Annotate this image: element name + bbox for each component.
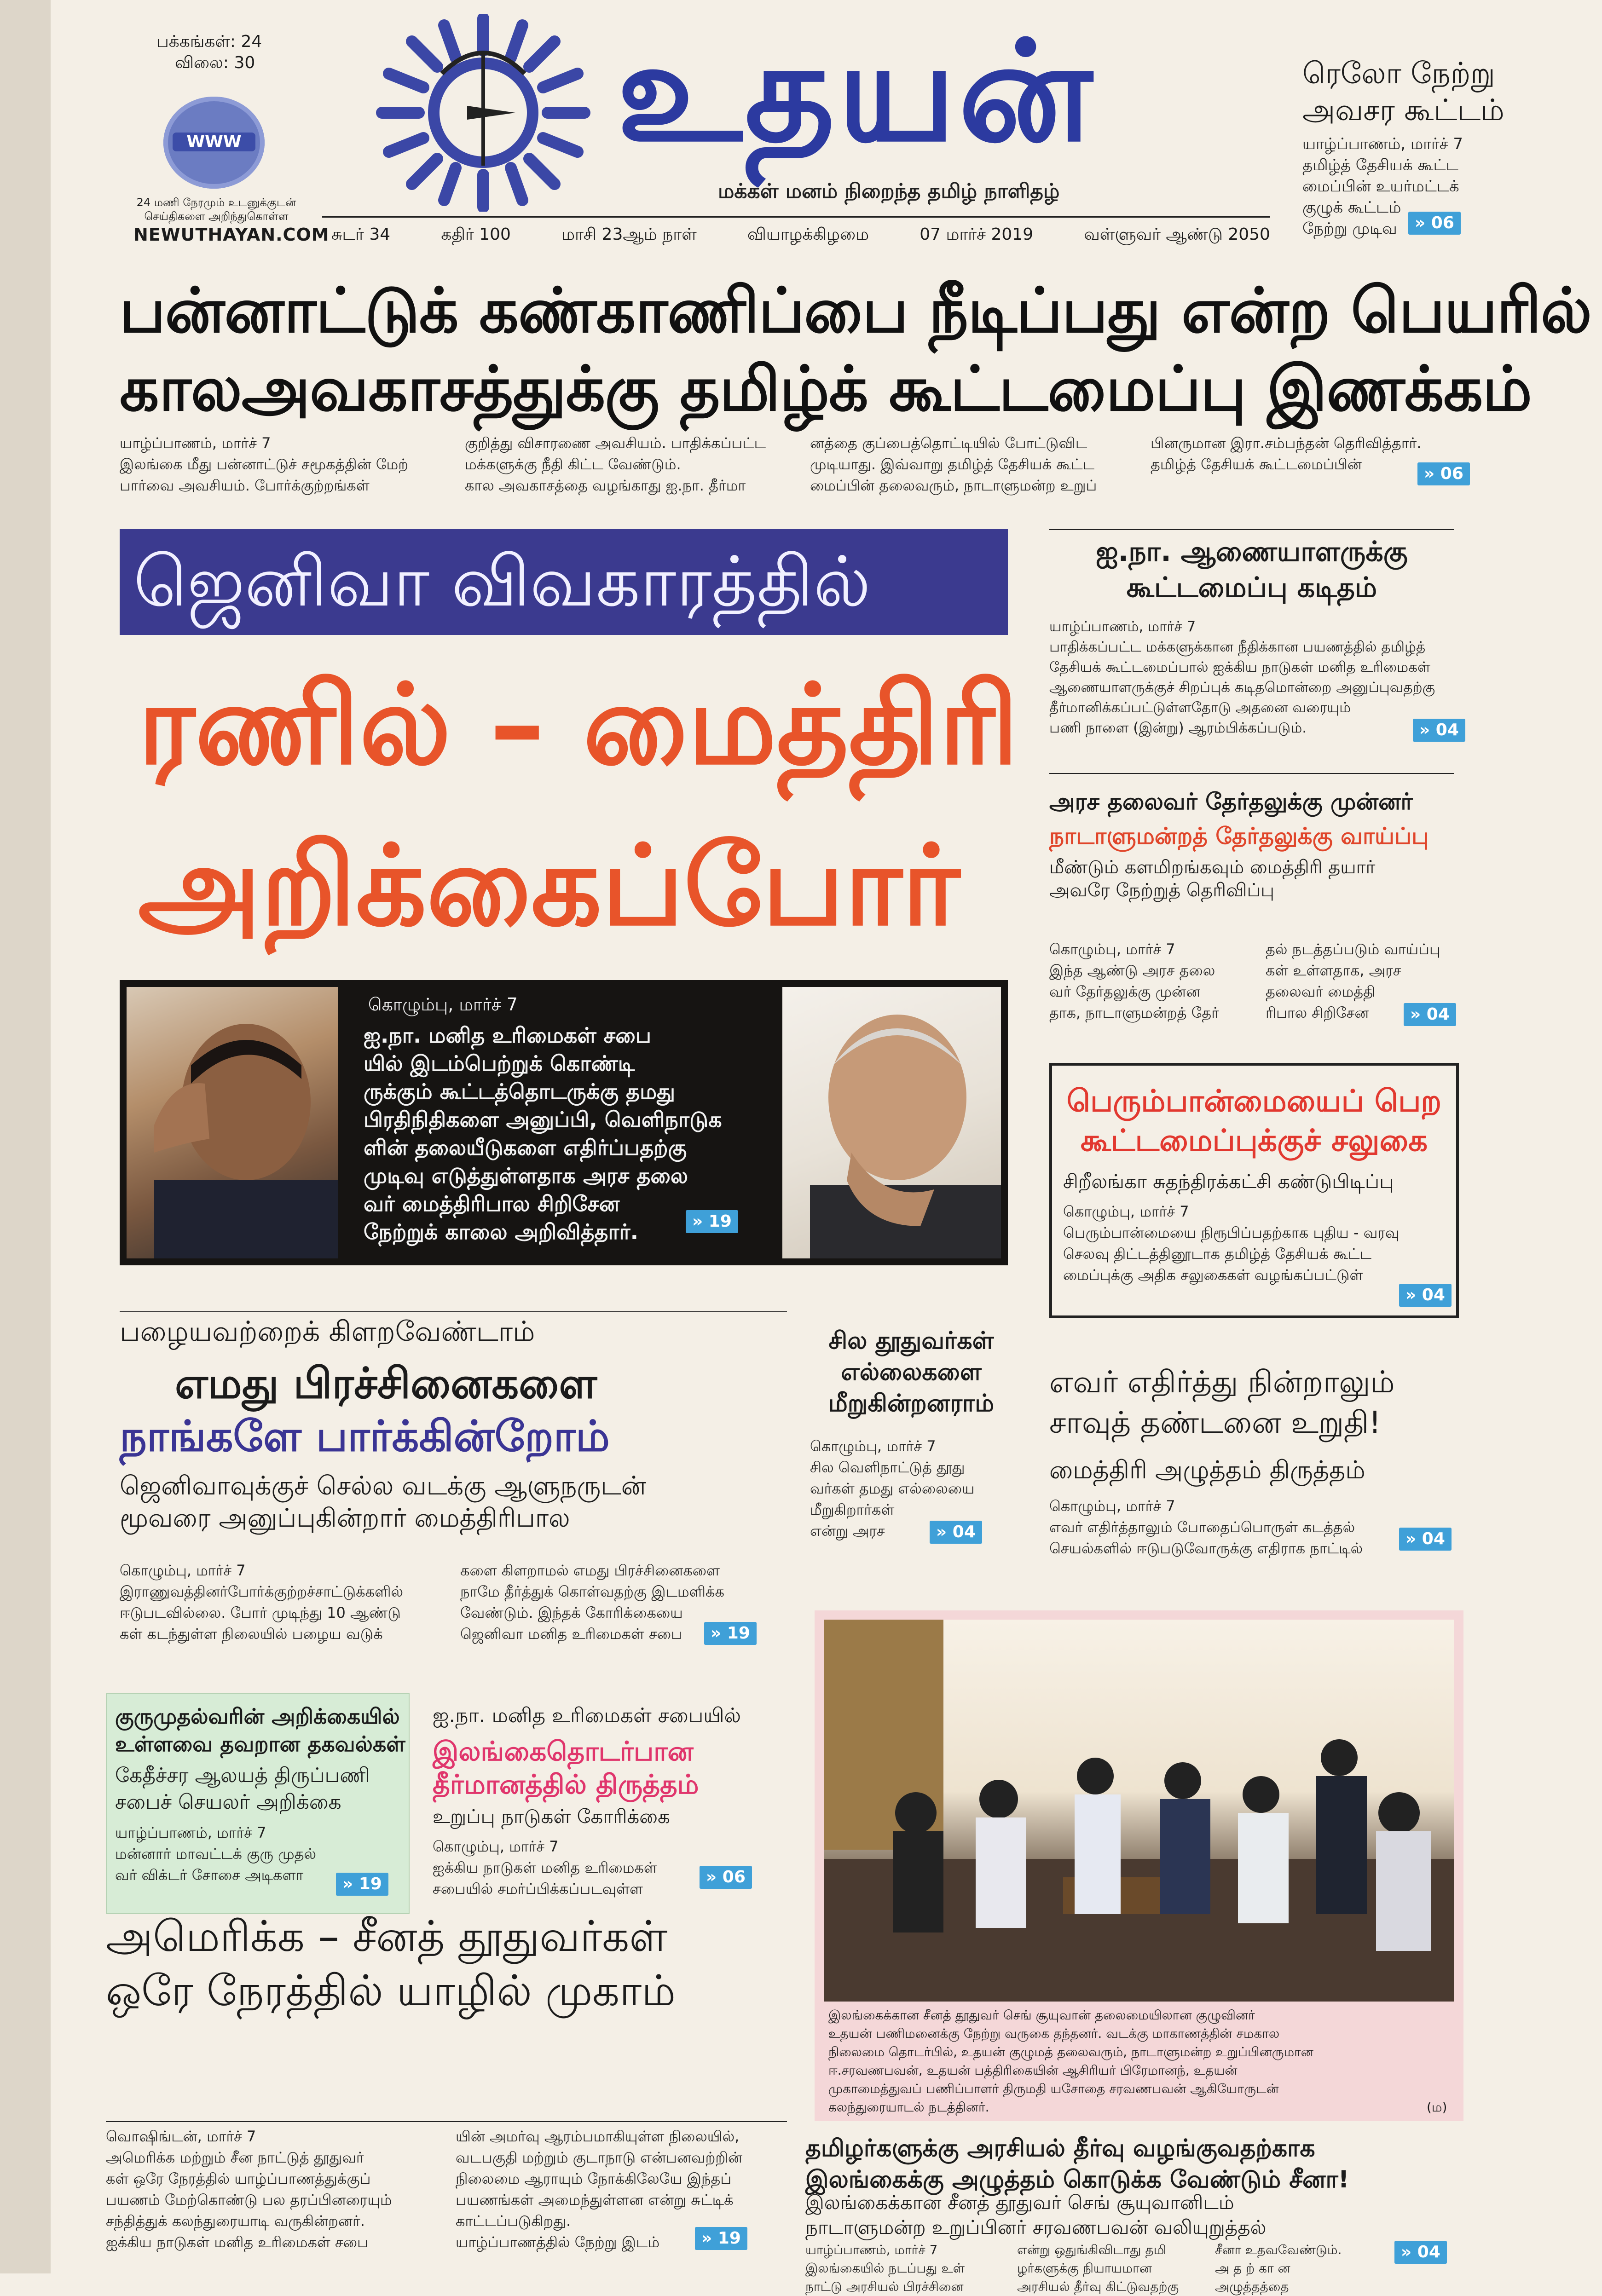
r1-page-ref[interactable]: » 04 <box>1413 719 1465 742</box>
band2-rule <box>120 1311 787 1312</box>
teaser-headline: ரெலோ நேற்று அவசர கூட்டம் <box>1302 57 1504 127</box>
www-badge: WWW <box>173 133 255 151</box>
s2-page-number: 04 <box>952 1523 976 1541</box>
main-headline-1: ரணில் – மைத்திரி <box>138 660 1019 789</box>
r1-page-number: 04 <box>1435 721 1459 739</box>
s6-col-1: வொஷிங்டன், மார்ச் 7 அமெரிக்க மற்றும் சீன நாட்டுத் தூதுவர் கள் ஒரே நேரத்தில் யாழ்ப்பாணத்துக்குப் பயணம் மேற்கொண்டு பல தரப்பினரையும் சந்தித்துக் கலந்துரையாடி வருகின்றனர். ஐக்கிய நாடுகள் மனித உரிமைகள் சபை <box>106 2128 392 2251</box>
lead-col-1: யாழ்ப்பாணம், மார்ச் 7 இலங்கை மீது பன்னாட்டுச் சமூகத்தின் மேற் பார்வை அவசியம். போர்க்குற்றங்கள் <box>120 434 409 494</box>
r3-sub: சிறீலங்கா சுதந்திரக்கட்சி கண்டுபிடிப்பு <box>1063 1170 1394 1193</box>
s5-sub: உறுப்பு நாடுகள் கோரிக்கை <box>433 1805 670 1828</box>
s1-col-1: கொழும்பு, மார்ச் 7 இராணுவத்தினர்போர்க்குற்றச்சாட்டுக்களில் ஈடுபடவில்லை. போர் முடிந்து 10 ஆண்டு கள் கடந்துள்ள நிலையில் பழைய வடுக் <box>120 1562 404 1643</box>
r3-body: கொழும்பு, மார்ச் 7 பெரும்பான்மையை நிரூபிப்பதற்காக புதிய - வரவு செலவு திட்டத்தினூடாக தமிழ்த் தேசியக் கூட்ட மைப்புக்கு அதிக சலுகைகள் வழங்கப்பட்டுள் <box>1063 1203 1400 1284</box>
date-gregorian: 07 மார்ச் 2019 <box>920 225 1034 244</box>
s3-sub: மைத்திரி அழுத்தம் திருத்தம் <box>1049 1455 1365 1484</box>
s3-page-ref[interactable]: » 04 <box>1399 1528 1452 1551</box>
photo-credit: (ம) <box>1427 2100 1447 2115</box>
price: விலை: 30 <box>175 53 255 72</box>
s6-page-ref[interactable]: » 19 <box>695 2227 747 2250</box>
s2-headline: சில தூதுவர்கள் எல்லைகளை மீறுகின்றனராம் <box>828 1327 995 1417</box>
s4-sub: கேதீச்சர ஆலயத் திருப்பணி சபைச் செயலர் அறிக்கை <box>115 1764 370 1814</box>
s3-page-number: 04 <box>1422 1529 1445 1548</box>
date-weekday: வியாழக்கிழமை <box>747 225 869 244</box>
s5-page-number: 06 <box>722 1868 746 1886</box>
s7-col-2: என்று ஒதுங்கிவிடாது தமி ழர்களுக்கு நியாயமான அரசியல் தீர்வு கிட்டுவதற்கு <box>1017 2242 1179 2294</box>
website-tagline: 24 மணி நேரமும் உடனுக்குடன் செய்திகளை அறிந்துகொள்ள <box>136 196 296 223</box>
r2-page-ref[interactable]: » 04 <box>1404 1003 1456 1026</box>
r3-page-ref[interactable]: » 04 <box>1399 1284 1452 1307</box>
s6-headline: அமெரிக்க – சீனத் தூதுவர்கள் ஒரே நேரத்தில் யாழில் முகாம் <box>106 1912 676 2015</box>
r1-body: யாழ்ப்பாணம், மார்ச் 7 பாதிக்கப்பட்ட மக்களுக்கான நீதிக்கான பயணத்தில் தமிழ்த் தேசியக் கூட்டமைப்பால் ஐக்கிய நாடுகள் மனித உரிமைகள் ஆணையாளருக்குச் சிறப்புக் கடிதமொன்றை அனுப்புவதற்கு தீர்மானிக்கப்பட்டுள்ளதோடு அதனை வரையும் பணி நாளை (இன்று) ஆரம்பிக்கப்படும். <box>1049 618 1435 736</box>
s4-page-number: 19 <box>359 1875 382 1893</box>
lead-col-4: பினருமான இரா.சம்பந்தன் தெரிவித்தார். தமிழ்த் தேசியக் கூட்டமைப்பின் <box>1151 434 1422 473</box>
r2-col-2: தல் நடத்தப்படும் வாய்ப்பு கள் உள்ளதாக, அரச தலைவர் மைத்தி ரிபால சிறிசேன <box>1266 940 1440 1021</box>
s2-body: கொழும்பு, மார்ச் 7 சில வெளிநாட்டுத் தூது வர்கள் தமது எல்லையை மீறுகிறார்கள் என்று அரச <box>810 1437 975 1540</box>
s7-col-3: சீனா உதவவேண்டும். அ த ற் கா ன அழுத்தத்தை <box>1215 2242 1342 2294</box>
main-kicker: ஜெனிவா விவகாரத்தில் <box>133 542 871 622</box>
date-strip-rule <box>322 216 1270 218</box>
s4-body: யாழ்ப்பாணம், மார்ச் 7 மன்னார் மாவட்டக் குரு முதல் வர் விக்டர் சோசை அடிகளா <box>115 1824 317 1884</box>
date-sudar: சுடர் 34 <box>331 225 391 244</box>
s1-page-number: 19 <box>727 1624 750 1643</box>
lead-col-2: குறித்து விசாரணை அவசியம். பாதிக்கப்பட்ட மக்களுக்கு நீதி கிட்ட வேண்டும். கால அவகாசத்தை வழங்காது ஐ.நா. தீர்மா <box>465 434 766 494</box>
r2-top-rule <box>1049 773 1454 774</box>
teaser-body: யாழ்ப்பாணம், மார்ச் 7 தமிழ்த் தேசியக் கூட்ட மைப்பின் உயர்மட்டக் குழுக் கூட்டம் நேற்று முடிவ <box>1302 135 1463 238</box>
website: NEWUTHAYAN.COM <box>133 225 330 245</box>
r2-headline: நாடாளுமன்றத் தேர்தலுக்கு வாய்ப்பு <box>1049 823 1429 849</box>
r2-col-1: கொழும்பு, மார்ச் 7 இந்த ஆண்டு அரச தலை வர் தேர்தலுக்கு முன்ன தாக, நாடாளுமன்றத் தேர் <box>1049 940 1219 1021</box>
s7-col-1: யாழ்ப்பாணம், மார்ச் 7 இலங்கையில் நடப்பது உள் நாட்டு அரசியல் பிரச்சினை <box>805 2242 965 2294</box>
photo-caption: இலங்கைக்கான சீனத் தூதுவர் செங் சூயுவான் தலைமையிலான குழுவினர் உதயன் பணிமனைக்கு நேற்று வருகை தந்தனர். வடக்கு மாகாணத்தின் சமகால நிலைமை தொடர்பில், உதயன் குழுமத் தலைவரும், நாடாளுமன்ற உறுப்பினருமான ஈ.சரவணபவன், உதயன் பத்திரிகையின் ஆசிரியர் பிரேமானந், உதயன் முகாமைத்துவப் பணிப்பாளர் திருமதி யசோதை சரவணபவன் ஆகியோருடன் கலந்துரையாடல் நடத்தினர். <box>828 2008 1313 2115</box>
s1-col-2: களை கிளறாமல் எமது பிரச்சினைகளை நாமே தீர்த்துக் கொள்வதற்கு இடமளிக்க வேண்டும். இந்தக் கோரிக்கையை ஜெனிவா மனித உரிமைகள் சபை <box>460 1562 724 1643</box>
r1-headline: ஐ.நா. ஆணையாளருக்கு கூட்டமைப்பு கடிதம் <box>1096 536 1408 604</box>
main-page-number: 19 <box>708 1212 732 1231</box>
r3-page-number: 04 <box>1422 1286 1445 1304</box>
page-count: பக்கங்கள்: 24 <box>156 32 262 51</box>
s6-page-number: 19 <box>717 2229 741 2248</box>
s5-kicker: ஐ.நா. மனித உரிமைகள் சபையில் <box>433 1704 741 1727</box>
s6-col-2: யின் அமர்வு ஆரம்பமாகியுள்ள நிலையில், வடபகுதி மற்றும் குடாநாடு என்பனவற்றின் நிலைமை ஆராயும் நோக்கிலேயே இந்தப் பயணங்கள் அமைந்துள்ளன என்று சுட்டிக் காட்டப்படுகிறது. யாழ்ப்பாணத்தில் நேற்று இடம் <box>456 2128 742 2251</box>
sun-logo-icon <box>364 14 603 212</box>
wickremesinghe-photo <box>782 987 1001 1258</box>
masthead-subtitle: மக்கள் மனம் நிறைந்த தமிழ் நாளிதழ் <box>718 179 1060 203</box>
main-headline-2: அறிக்கைப்போர் <box>138 821 960 950</box>
teaser-page-ref[interactable]: » 06 <box>1408 212 1461 235</box>
s5-page-ref[interactable]: » 06 <box>700 1866 752 1889</box>
paper-edge <box>0 0 51 2273</box>
s1-sub: ஜெனிவாவுக்குச் செல்ல வடக்கு ஆளுநருடன் மூவரை அனுப்புகின்றார் மைத்திரிபால <box>120 1471 647 1533</box>
s7-page-ref[interactable]: » 04 <box>1394 2241 1447 2264</box>
s4-page-ref[interactable]: » 19 <box>336 1873 388 1896</box>
r2-sub: மீண்டும் களமிறங்கவும் மைத்திரி தயார் அவரே நேற்றுத் தெரிவிப்பு <box>1049 857 1376 901</box>
s3-headline: எவர் எதிர்த்து நின்றாலும் சாவுத் தண்டனை உறுதி! <box>1049 1364 1395 1440</box>
s4-headline: குருமுதல்வரின் அறிக்கையில் உள்ளவை தவறான தகவல்கள் <box>115 1704 405 1756</box>
date-valluvar-year: வள்ளுவர் ஆண்டு 2050 <box>1084 225 1270 244</box>
s1-headline-2: நாங்களே பார்க்கின்றோம் <box>120 1412 610 1461</box>
date-kathir: கதிர் 100 <box>441 225 511 244</box>
date-strip <box>331 221 1270 248</box>
s1-page-ref[interactable]: » 19 <box>704 1622 757 1645</box>
main-page-ref[interactable]: » 19 <box>686 1210 738 1233</box>
teaser-page-number: 06 <box>1431 213 1454 232</box>
s6-top-rule <box>106 2121 787 2122</box>
s5-headline: இலங்கைதொடர்பான தீர்மானத்தில் திருத்தம் <box>433 1736 699 1800</box>
sirisena-photo <box>127 987 338 1258</box>
www-globe-icon <box>163 97 265 189</box>
s7-headline: தமிழர்களுக்கு அரசியல் தீர்வு வழங்குவதற்காக இலங்கைக்கு அழுத்தம் கொடுக்க வேண்டும் சீனா! <box>805 2134 1349 2193</box>
masthead-title: உதயன் <box>617 12 1095 172</box>
s7-sub: இலங்கைக்கான சீனத் தூதுவர் செங் சூயுவானிடம் நாடாளுமன்ற உறுப்பினர் சரவணபவன் வலியுறுத்தல் <box>805 2191 1267 2238</box>
r3-headline: பெரும்பான்மையைப் பெற கூட்டமைப்புக்குச் சலுகை <box>1066 1083 1442 1158</box>
date-tamil-day: மாசி 23ஆம் நாள் <box>561 225 697 244</box>
main-dateline: கொழும்பு, மார்ச் 7 <box>368 994 518 1015</box>
s3-body: கொழும்பு, மார்ச் 7 எவர் எதிர்த்தாலும் போதைப்பொருள் கடத்தல் செயல்களில் ஈடுபடுவோருக்கு எதிராக நாட்டில் <box>1049 1497 1363 1557</box>
s7-page-number: 04 <box>1417 2243 1440 2261</box>
s1-headline-1: எமது பிரச்சினைகளை <box>175 1359 597 1408</box>
s2-page-ref[interactable]: » 04 <box>930 1521 982 1544</box>
r2-page-number: 04 <box>1426 1005 1450 1024</box>
r2-kicker: அரச தலைவர் தேர்தலுக்கு முன்னர் <box>1049 788 1413 815</box>
main-body: ஐ.நா. மனித உரிமைகள் சபை யில் இடம்பெற்றுக் கொண்டி ருக்கும் கூட்டத்தொடருக்கு தமது பிரதிநிதிகளை அனுப்பி, வெளிநாடுக ளின் தலையீடுகளை எதிர்ப்பதற்கு முடிவு எடுத்துள்ளதாக அரச தலை வர் மைத்திரிபால சிறிசேன நேற்றுக் காலை அறிவித்தார். <box>364 1023 722 1244</box>
delegation-photo <box>824 1620 1454 2002</box>
lead-page-number: 06 <box>1440 464 1463 483</box>
lead-headline: பன்னாட்டுக் கண்காணிப்பை நீடிப்பது என்ற பெயரில் காலஅவகாசத்துக்கு தமிழ்க் கூட்டமைப்பு இணக்கம் <box>120 275 1592 425</box>
lead-col-3: னத்தை குப்பைத்தொட்டியில் போட்டுவிட முடியாது. இவ்வாறு தமிழ்த் தேசியக் கூட்ட மைப்பின் தலைவரும், நாடாளுமன்ற உறுப் <box>810 434 1097 494</box>
r1-top-rule <box>1049 529 1454 530</box>
lead-page-ref[interactable]: » 06 <box>1417 462 1470 485</box>
s5-body: கொழும்பு, மார்ச் 7 ஐக்கிய நாடுகள் மனித உரிமைகள் சபையில் சமர்ப்பிக்கப்படவுள்ள <box>433 1838 657 1898</box>
s1-kicker: பழையவற்றைக் கிளறவேண்டாம் <box>120 1315 535 1348</box>
